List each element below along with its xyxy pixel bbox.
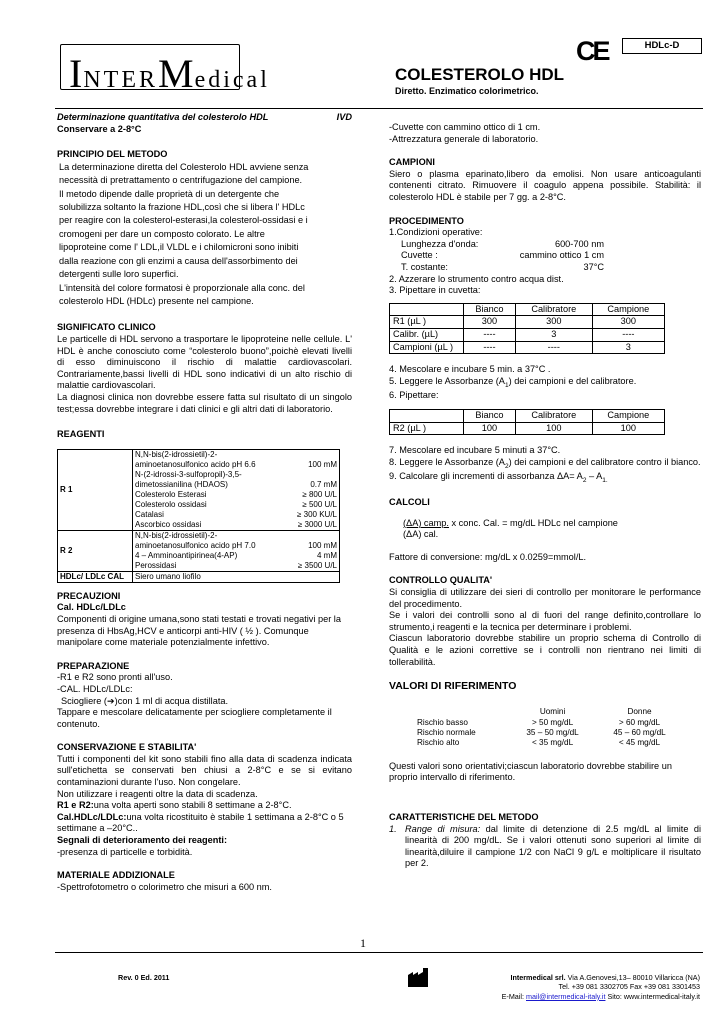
ce-mark: CE	[576, 36, 608, 66]
campioni-text: Siero o plasma eparinato,libero da emolisi. Non usare anticoagulanti contenenti citrato. Rimuovere il coagulo appena possibile. Stabilità: il colesterolo HDL è stabile per 7 gg. a 2-8°C.	[389, 168, 701, 202]
table-row: Uomini Donne	[539, 707, 652, 717]
arrow-icon: ➔	[106, 695, 115, 706]
segnali-heading: Segnali di deterioramento dei reagenti:	[57, 835, 228, 846]
step-2: 2. Azzerare lo strumento contro acqua dist.	[389, 273, 564, 284]
list-item: N,N-bis(2-idrossietil)-2-	[135, 449, 218, 459]
conservazione-text: Tutti i componenti del kit sono stabili fino alla data di scadenza indicata sull'etichetta se conservati ben chiusi a 2-8°C e se si evitano contaminazioni durante l'uso. Non congelare.	[57, 753, 352, 788]
conservazione-cal: Cal.HDLc/LDLc:una volta ricostituito è stabile 1 settimana a 2-8°C o 5 settimane a –20°C..	[57, 811, 344, 834]
preparazione-heading: PREPARAZIONE	[57, 660, 130, 671]
condizioni-list	[389, 239, 604, 274]
list-item: Lunghezza d'onda: 600-700 nm	[401, 238, 604, 249]
table-row: R2 (µL ) 100 100 100	[390, 422, 665, 435]
reagenti-table	[57, 449, 340, 583]
list-item: Colesterolo ossidasi ≥ 500 U/L	[135, 499, 337, 509]
precauzioni-heading: PRECAUZIONI	[57, 590, 121, 601]
segnali-text: -presenza di particelle e torbidità.	[57, 846, 193, 857]
conservazione-r1r2: R1 e R2:una volta aperti sono stabili 8 settimane a 2-8°C.	[57, 800, 292, 811]
table-row: Rischio basso > 50 mg/dL > 60 mg/dL	[417, 717, 661, 727]
table-row: Campioni (µL ) ---- ---- 3	[390, 341, 665, 354]
table-row: Rischio normale 35 – 50 mg/dL 45 – 60 mg/dL	[417, 728, 666, 738]
list-item: dimetossianilina (HDAOS) 0.7 mM	[135, 479, 337, 489]
caratteristiche-item: 1. Range di misura: dal limite di detenzione di 2.5 mg/dL al limite di linearità di 200 mg/dL. Se i valori ottenuti sono superiori al limite di linearità,diluire il campione 1/2 con NaCl 9 g/L e moltiplicare il risultato per 2.	[389, 823, 701, 869]
valori-heading: VALORI DI RIFERIMENTO	[389, 680, 517, 693]
table-row: Bianco Calibratore Campione	[390, 303, 665, 316]
left-column	[57, 112, 352, 893]
right-column	[389, 122, 701, 870]
footer-divider	[55, 952, 703, 953]
calcoli-formula: (ΔA) camp. x conc. Cal. = mg/dL HDLc nel campione (ΔA) cal.	[403, 517, 618, 540]
list-item: N,N-bis(2-idrossietil)-2-	[135, 530, 218, 540]
step-8: 8. Leggere le Assorbanze $(A_2)$ dei campioni e del calibratore contro il bianco.	[389, 457, 701, 470]
company-logo: INTERMedical	[60, 44, 240, 90]
page-title: COLESTEROLO HDL	[395, 65, 565, 84]
pipetting-table-2	[389, 409, 665, 435]
list-item: Cuvette : cammino ottico 1 cm	[401, 250, 604, 261]
preparazione-tappare: Tappare e mescolare delicatamente per sciogliere completamente il contenuto.	[57, 707, 332, 729]
table-row: Bianco Calibratore Campione	[390, 410, 665, 423]
cal-value: Siero umano liofilo	[133, 571, 340, 582]
controllo-text: Si consiglia di utilizzare dei sieri di controllo per monitorare le performance del procedimento.	[389, 587, 701, 609]
caratteristiche-heading: CARATTERISTICHE DEL METODO	[389, 811, 539, 822]
step-3: 3. Pipettare in cuvetta:	[389, 285, 481, 296]
condizioni-title: 1.Condizioni operative:	[389, 227, 483, 238]
conservazione-text-2: Non utilizzare i reagenti oltre la data di scadenza.	[57, 788, 258, 799]
table-row	[58, 449, 340, 530]
list-item: Perossidasi ≥ 3500 U/L	[135, 560, 337, 570]
header-divider	[55, 108, 703, 109]
campioni-heading: CAMPIONI	[389, 157, 435, 168]
controllo-text-2: Se i valori dei controlli sono al di fuori del range definito,controllare lo strumento,i reagenti e la tecnica per determinare i problemi.	[389, 610, 701, 632]
step-4: 4. Mescolare e incubare 5 min. a 37°C .	[389, 364, 551, 375]
materiale-line: -Cuvette con cammino ottico di 1 cm.	[389, 122, 541, 132]
principio-text: La determinazione diretta del Colesterolo HDL avviene senza necessità di pretrattamento o centrifugazione del campione. Il metodo dipende dalle proprietà di un detergente che solubilizza soltanto la frazione HDL,così che si libera l' HDLc per reagire con la colesterol-esterasi,la colesterol-ossidasi e i cromogeni per dare un composto colorato. Le altre lipoproteine come l' LDL,il VLDL e i chilomicroni sono inibiti dalla reazione con gli enzimi a causa dell'assorbimento dei detergenti sulle loro superfici. L'intensità del colore formatosi è proporzionale alla conc. del colesterolo HDL (HDLc) presente nel campione.	[59, 161, 309, 306]
storage-note: Conservare a 2-8°C	[57, 123, 142, 134]
controllo-heading: CONTROLLO QUALITA'	[389, 575, 493, 586]
conversion-factor: Fattore di conversione: mg/dL x 0.0259=mmol/L.	[389, 551, 587, 562]
email-link[interactable]: mail@intermedical-italy.it	[526, 991, 606, 1001]
principio-heading: PRINCIPIO DEL METODO	[57, 149, 168, 160]
calcoli-heading: CALCOLI	[389, 497, 430, 508]
step-7: 7. Mescolare ed incubare 5 minuti a 37°C.	[389, 445, 561, 456]
product-code-badge: HDLc-D	[622, 38, 702, 54]
list-item: 4 – Amminoantipirinea(4-AP) 4 mM	[135, 550, 337, 560]
manufacturer-icon	[406, 966, 432, 992]
significato-heading: SIGNIFICATO CLINICO	[57, 322, 156, 333]
materiale-line: -Attrezzatura generale di laboratorio.	[389, 133, 539, 144]
intro-title: Determinazione quantitativa del colesterolo HDL	[57, 112, 269, 122]
conservazione-heading: CONSERVAZIONE E STABILITA'	[57, 742, 197, 753]
page-subtitle: Diretto. Enzimatico colorimetrico.	[395, 86, 539, 96]
table-row	[58, 530, 340, 571]
revision-label: Rev. 0 Ed. 2011	[118, 973, 170, 982]
list-item: Ascorbico ossidasi ≥ 3000 U/L	[135, 519, 337, 529]
website: Sito: www.intermedical-italy.it	[605, 991, 700, 1001]
table-row: Calibr. (µL) ---- 3 ----	[390, 328, 665, 341]
page-number: 1	[360, 936, 366, 950]
list-item: aminoetanosulfonico acido pH 7.0 100 mM	[135, 540, 337, 550]
materiale-heading: MATERIALE ADDIZIONALE	[57, 870, 175, 881]
valori-note: Questi valori sono orientativi;ciascun laboratorio dovrebbe stabilire un proprio intervallo di riferimento.	[389, 760, 672, 783]
significato-text-2: La diagnosi clinica non dovrebbe essere fatta sul risultato di un singolo test;essa dovrebbe integrare i dati clinici e gli altri dati di laboratorio.	[57, 391, 352, 414]
step-5: 5. Leggere le Assorbanze $(A_1)$ dei campioni e del calibratore.	[389, 375, 637, 389]
preparazione-line: -R1 e R2 sono pronti all'uso.	[57, 672, 173, 683]
company-info: Intermedical srl. Via A.Genovesi,13– 80010 Villaricca (NA) Tel. +39 081 3302705 Fax +39 081 3301453 E-Mail: mail@intermedical-italy.it Sito: www.intermedical-italy.it	[501, 973, 700, 1001]
list-item: T. costante: 37°C	[401, 261, 604, 272]
table-row	[58, 571, 340, 582]
list-item: Colesterolo Esterasi ≥ 800 U/L	[135, 489, 337, 499]
preparazione-line: -CAL. HDLc/LDLc:	[57, 683, 133, 694]
precauzioni-text: Componenti di origine umana,sono stati testati e trovati negativi per la presenza di HbsAg,HCV e anticorpi anti-HIV ( ½ ). Comunque manipolare come materiale potenzialmente infettivo.	[57, 613, 341, 648]
step-6: 6. Pipettare:	[389, 389, 439, 400]
r2-label: R 2	[58, 530, 133, 571]
controllo-text-3: Ciascun laboratorio dovrebbe stabilire un proprio schema di Controllo di Qualità e le azioni correttive se i controlli non rientrano nei limiti di tollerabilità.	[389, 633, 701, 667]
reagenti-heading: REAGENTI	[57, 429, 105, 440]
table-row: R1 (µL ) 300 300 300	[390, 316, 665, 329]
list-item: aminoetanosulfonico acido pH 6.6 100 mM	[135, 459, 337, 469]
table-row: Rischio alto < 35 mg/dL < 45 mg/dL	[417, 738, 661, 748]
precauzioni-subheading: Cal. HDLc/LDLc	[57, 602, 126, 613]
pipetting-table-1	[389, 303, 665, 354]
cal-label: HDLc/ LDLc CAL	[58, 571, 133, 582]
company-phone: Tel. +39 081 3302705 Fax +39 081 3301453	[558, 982, 700, 992]
list-item: Catalasi ≥ 300 KU/L	[135, 509, 337, 519]
significato-text: Le particelle di HDL servono a trasportare le lipoproteine nelle cellule. L' HDL è anche conosciuto come “colesterolo buono”,poichè elevati livelli di esso diminuiscono il rischio di malattie cardiovascolari. Contrariamente,bassi livelli di HDL sono indicativi di un alto rischio di malattie cardiovascolari.	[57, 334, 352, 391]
intro-line	[57, 112, 352, 124]
procedimento-heading: PROCEDIMENTO	[389, 215, 464, 226]
list-item: N-(2-idrossi-3-sulfopropil)-3,5-	[135, 469, 242, 479]
step-9: 9. Calcolare gli incrementi di assorbanza $\Delta A= A_2 - A_{1.}$	[389, 471, 608, 484]
r1-label: R 1	[58, 449, 133, 530]
materiale-text: -Spettrofotometro o colorimetro che misuri a 600 nm.	[57, 881, 272, 892]
preparazione-sciogliere: Sciogliere (➔)con 1 ml di acqua distillata.	[61, 695, 229, 706]
ivd-label: IVD	[336, 112, 352, 122]
reference-values-table	[413, 707, 683, 748]
